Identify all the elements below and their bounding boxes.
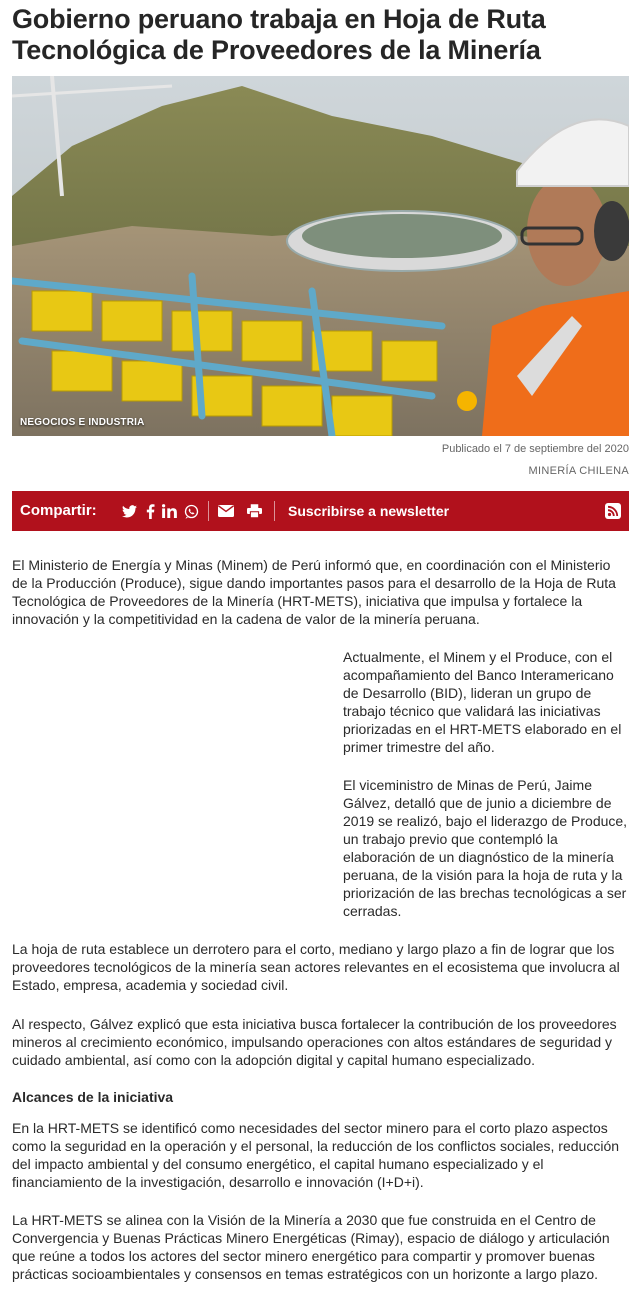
article-paragraph: La HRT-METS se alinea con la Visión de la Minería a 2030 que fue construida en el Centro de Convergencia y Buenas Prácticas Minero Energéticas (Rimay), espacio de diálogo y articulación que reúne a todos los actores del sector minero energético para compartir y promover buenas prácticas socioambientales y consensos en temas estratégicos con un horizonte a largo plazo. bbox=[12, 1212, 610, 1282]
article-paragraph: El viceministro de Minas de Perú, Jaime Gálvez, detalló que de junio a diciembre de 2019 se realizó, bajo el liderazgo de Produce, un trabajo previo que contempló la elaboración de un diagnóstico de la minería peruana, de la visión para la hoja de ruta y la priorización de las brechas tecnológicas a ser cerradas. bbox=[343, 777, 628, 919]
mining-plant-photo bbox=[12, 76, 629, 436]
article-paragraph: El Ministerio de Energía y Minas (Minem) de Perú informó que, en coordinación con el Ministerio de la Producción (Produce), sigue dando importantes pasos para el desarrollo de la Hoja de Ruta Tecnológica de Proveedores de la Minería (HRT-METS), iniciativa que impulsa y fortalece la innovación y la competitividad en la cadena de valor de la minería peruana. bbox=[12, 557, 616, 627]
rss-icon[interactable] bbox=[605, 503, 621, 519]
print-icon[interactable] bbox=[246, 503, 262, 519]
share-label: Compartir: bbox=[20, 502, 97, 519]
share-bar bbox=[12, 491, 629, 531]
article-paragraph: Al respecto, Gálvez explicó que esta iniciativa busca fortalecer la contribución de los proveedores mineros al crecimiento económico, impulsando operaciones con altos estándares de seguridad y cuidado ambiental, así como con la adopción digital y capital humano especializado. bbox=[12, 1016, 617, 1068]
facebook-icon[interactable] bbox=[142, 503, 158, 519]
article-paragraph: La hoja de ruta establece un derrotero para el corto, mediano y largo plazo a fin de lograr que los proveedores tecnológicos de la minería sean actores relevantes en el ecosistema que involucra al Estado, empresa, academia y sociedad civil. bbox=[12, 941, 620, 993]
newsletter-link[interactable]: Suscribirse a newsletter bbox=[288, 503, 450, 519]
share-divider bbox=[208, 501, 209, 521]
email-icon[interactable] bbox=[218, 503, 234, 519]
source-label[interactable]: MINERÍA CHILENA bbox=[528, 465, 629, 477]
twitter-icon[interactable] bbox=[121, 503, 137, 519]
hero-image[interactable] bbox=[12, 76, 629, 436]
publish-date: Publicado el 7 de septiembre del 2020 bbox=[441, 443, 629, 455]
article-title: Gobierno peruano trabaja en Hoja de Ruta Tecnológica de Proveedores de la Minería bbox=[12, 4, 546, 65]
article-paragraph: En la HRT-METS se identificó como necesidades del sector minero para el corto plazo aspectos como la seguridad en la operación y el personal, la reducción de los conflictos sociales, reducción del impacto ambiental y del consumo energético, el capital humano especializado y el financiamiento de la investigación, desarrollo e innovación (I+D+i). bbox=[12, 1120, 620, 1190]
share-divider bbox=[274, 501, 275, 521]
linkedin-icon[interactable] bbox=[161, 503, 177, 519]
category-tag[interactable]: NEGOCIOS E INDUSTRIA bbox=[20, 417, 145, 428]
article-paragraph: Actualmente, el Minem y el Produce, con el acompañamiento del Banco Interamericano de Desarrollo (BID), lideran un grupo de trabajo técnico que validará las iniciativas priorizadas en el HRT-METS elaborado en el primer trimestre del año. bbox=[343, 649, 622, 755]
section-heading: Alcances de la iniciativa bbox=[12, 1089, 174, 1105]
whatsapp-icon[interactable] bbox=[183, 503, 199, 519]
